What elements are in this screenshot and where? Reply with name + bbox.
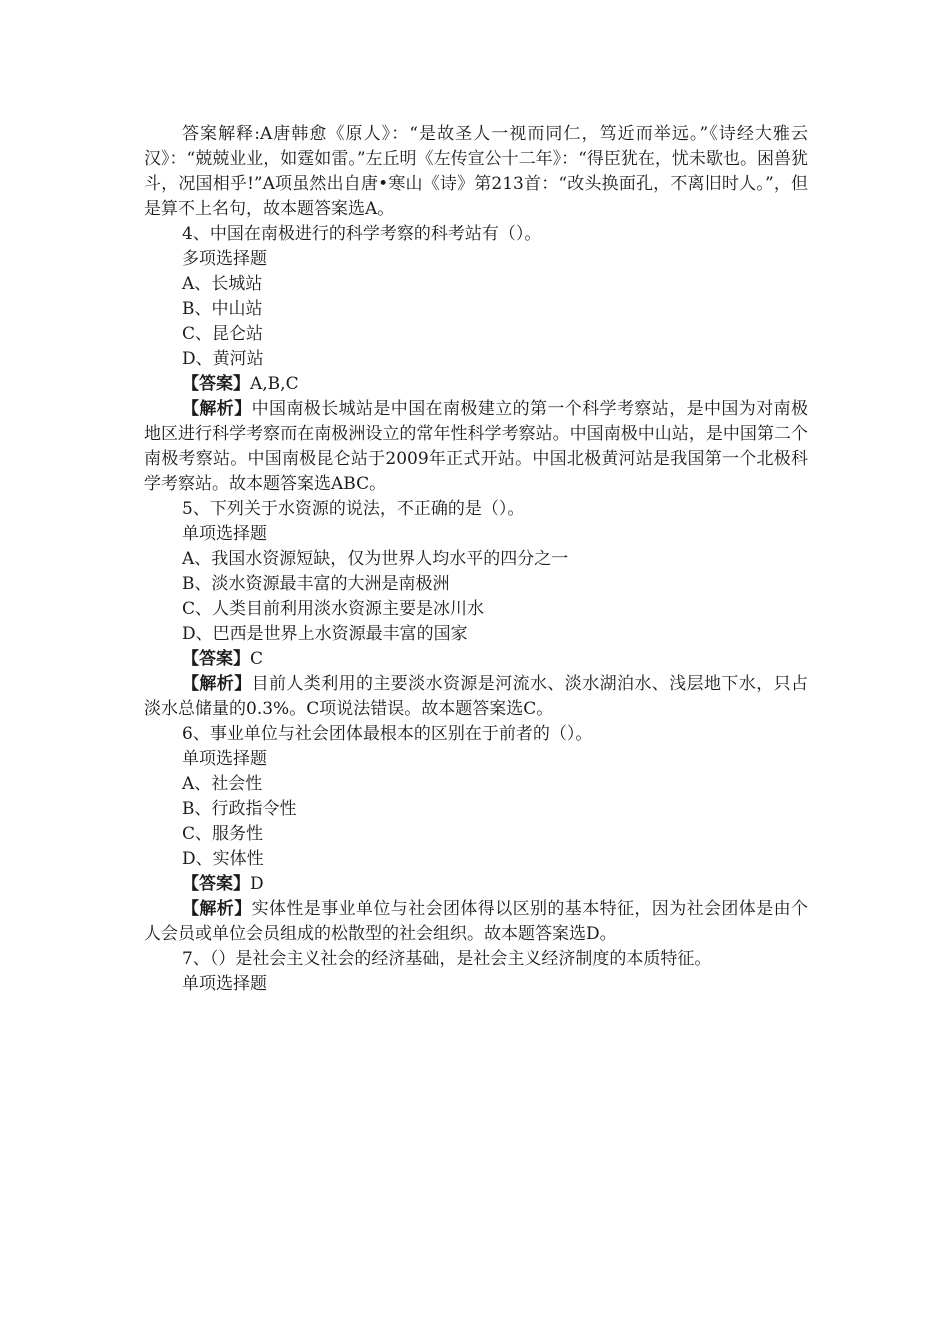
question-7-stem: 7、（）是社会主义社会的经济基础，是社会主义经济制度的本质特征。 [182,949,712,969]
question-4-answer [144,372,808,397]
answer-value: D [250,874,264,894]
question-5-option-c: C、人类目前利用淡水资源主要是冰川水 [182,599,485,619]
answer-value: C [250,649,264,669]
analysis-text: 目前人类利用的主要淡水资源是河流水、淡水湖泊水、浅层地下水，只占淡水总储量的0.3%。C项说法错误。故本题答案选C。 [144,674,809,719]
question-4-option-c: C、昆仑站 [182,324,264,344]
question-5-stem: 5、下列关于水资源的说法，不正确的是（）。 [182,499,525,519]
question-4-option-a: A、长城站 [182,274,263,294]
question-5-option-a: A、我国水资源短缺，仅为世界人均水平的四分之一 [182,549,569,569]
question-6-option-c: C、服务性 [182,824,264,844]
question-6-option-d: D、实体性 [182,849,264,869]
question-6-stem: 6、事业单位与社会团体最根本的区别在于前者的（）。 [182,724,593,744]
question-6-analysis [144,897,808,947]
question-4-analysis [144,397,808,497]
question-7-type: 单项选择题 [182,974,267,994]
question-6-option-a: A、社会性 [182,774,263,794]
question-4-type: 多项选择题 [182,249,267,269]
analysis-text: 中国南极长城站是中国在南极建立的第一个科学考察站，是中国为对南极地区进行科学考察而在南极洲设立的常年性科学考察站。中国南极中山站，是中国第二个南极考察站。中国南极昆仑站于2009年正式开站。中国北极黄河站是我国第一个北极科学考察站。故本题答案选ABC。 [144,399,809,494]
answer-value: A,B,C [250,374,299,394]
question-4-option-d: D、黄河站 [182,349,264,369]
analysis-tag: 【解析】 [182,899,252,919]
answer-tag: 【答案】 [182,874,250,894]
question-5-option-d: D、巴西是世界上水资源最丰富的国家 [182,624,468,644]
answer-tag: 【答案】 [182,649,250,669]
question-4-stem: 4、中国在南极进行的科学考察的科考站有（）。 [182,224,542,244]
question-5-answer [144,647,808,672]
document-page [144,122,808,997]
question-4-option-b: B、中山站 [182,299,263,319]
analysis-tag: 【解析】 [182,674,252,694]
question-6-answer [144,872,808,897]
analysis-tag: 【解析】 [182,399,252,419]
question-6-type: 单项选择题 [182,749,267,769]
question-5-analysis [144,672,808,722]
question-6-option-b: B、行政指令性 [182,799,297,819]
question-5-option-b: B、淡水资源最丰富的大洲是南极洲 [182,574,450,594]
answer-tag: 【答案】 [182,374,250,394]
previous-explanation: 答案解释:A唐韩愈《原人》：“是故圣人一视而同仁，笃近而举远。”《诗经大雅云汉》：“兢兢业业，如霆如雷。”左丘明《左传宣公十二年》：“得臣犹在，忧未歇也。困兽犹斗，况国相乎!”A项虽然出自唐•寒山《诗》第213首：“改头换面孔，不离旧时人。”，但是算不上名句，故本题答案选A。 [144,124,808,219]
question-5-type: 单项选择题 [182,524,267,544]
analysis-text: 实体性是事业单位与社会团体得以区别的基本特征，因为社会团体是由个人会员或单位会员组成的松散型的社会组织。故本题答案选D。 [144,899,809,944]
